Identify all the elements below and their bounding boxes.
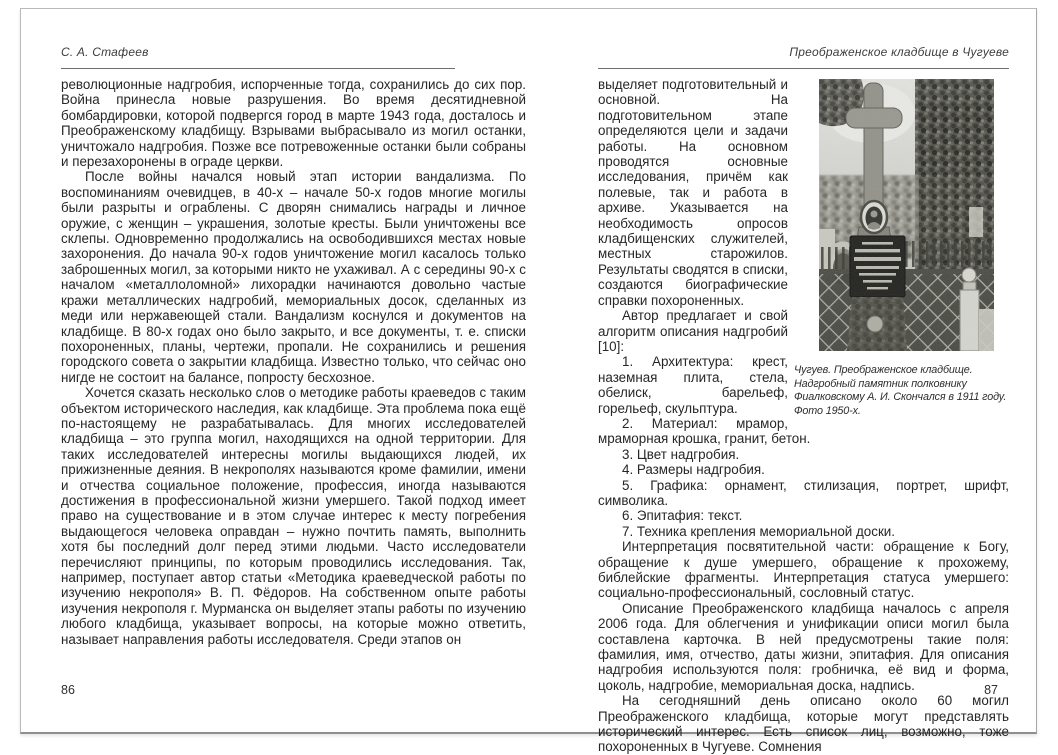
list-item: 6. Эпитафия: текст. bbox=[622, 508, 743, 524]
paragraph: Интерпретация посвятительной части: обращение к Богу, обращение к душе умершего, обращение к прохожему, библейские фрагменты. Интерпретация статуса умершего: социально-профессиональный, сословный статус. bbox=[598, 539, 1009, 601]
list-item: 2. Материал: мрамор, мраморная крошка, гранит, бетон. bbox=[598, 415, 811, 447]
list-item: 1. Архитектура: крест, наземная плита, стела, обелиск, барельеф, горельеф, скульптура. bbox=[598, 354, 788, 416]
caption-line: Чугуев. Преображенское кладбище. bbox=[794, 364, 973, 376]
caption-line: Фиалковскому А. И. Скончался в 1911 году. bbox=[794, 391, 1007, 404]
caption-line: Фото 1950-х. bbox=[794, 404, 861, 417]
paragraph: Автор предлагает и свой алгоритм описания надгробий [10]: bbox=[598, 308, 788, 354]
running-head-chapter: Преображенское кладбище в Чугуеве bbox=[789, 45, 1009, 59]
paragraph: Описание Преображенского кладбища началось с апреля 2006 года. Для облегчения и унификации описи могил была составлена карточка. В ней предусмотрены такие поля: фамилия, имя, отчество, даты жизни, эпитафия. Для описания надгробия используются поля: гробничка, её вид и форма, цоколь, надгробие, мемориальная доска, надпись. bbox=[598, 600, 1009, 693]
right-page-body bbox=[598, 77, 1009, 755]
paragraph: революционные надгробия, испорченные тогда, сохранились до сих пор. Война принесла новые разрушения. Во время десятидневной бомбардировки, которой подвергся город в марте 1943 года, досталось и Преображенскому кладбищу. Взрывами выбрасывало из могил останки, уничтожало надгробия. Позже все потревоженные останки были собраны и перезахоронены в ограде церкви. bbox=[61, 77, 526, 170]
list-item: 4. Размеры надгробия. bbox=[622, 462, 765, 478]
paragraph: После войны начался новый этап истории вандализма. По воспоминаниям очевидцев, в 40-х – начале 50-х годов многие могилы были разрыты и ограблены. С дворян снимались награды и личное оружие, с женщин – украшения, золотые кресты. Были уничтожены все склепы. Одновременно продолжались на освободившихся местах новые захоронения. До начала 90-х годов уничтожение могил касалось только заброшенных могил, за которыми никто не ухаживал. А с середины 90-х с началом «металлоломной» лихорадки начинаются довольно частые кражи металлических надгробий, мемориальных досок, сделанных из меди или нержавеющей стали. Вандализм коснулся и документов на кладбище. В 80-х годах оно было закрыто, и все документы, т. е. списки похороненных, планы, чертежи, пропали. Не сохранились и решения городского совета о закрытии кладбища. Известно только, что сейчас оно нигде не состоит на балансе, попросту бесхозное. bbox=[61, 169, 526, 385]
page-number-left: 86 bbox=[61, 683, 75, 697]
book-spread bbox=[20, 8, 1037, 755]
left-page bbox=[61, 45, 526, 647]
paragraph: На сегодняшний день описано около 60 могил Преображенского кладбища, которые могут представлять исторический интерес. Есть список лиц, возможно, тоже похороненных в Чугуеве. Сомнения bbox=[598, 693, 1009, 755]
cemetery-photo bbox=[819, 79, 994, 351]
photo-grain bbox=[819, 79, 994, 351]
left-page-body bbox=[61, 77, 526, 647]
photo-caption bbox=[794, 364, 1009, 418]
caption-line: Надгробный памятник полковнику bbox=[794, 377, 967, 390]
paragraph: выделяет подготовительный и основной. На подготовительном этапе определяются цели и задачи работы. На основном проводятся основные исследования, причём как полевые, так и работа в архиве. Указывается на необходимость опросов кладбищенских служителей, местных старожилов. Результаты сводятся в списки, создаются биографические справки похороненных. bbox=[598, 77, 788, 308]
right-page bbox=[598, 45, 1009, 755]
header-rule-right bbox=[598, 68, 1009, 69]
page-number-right: 87 bbox=[984, 683, 998, 697]
list-item: 5. Графика: орнамент, стилизация, портрет, шрифт, символика. bbox=[598, 477, 1009, 508]
list-item: 3. Цвет надгробия. bbox=[622, 446, 740, 462]
list-item: 7. Техника крепления мемориальной доски. bbox=[622, 523, 895, 539]
paragraph: Хочется сказать несколько слов о методике работы краеведов с таким объектом исторического наследия, как кладбище. Эта проблема пока ещё по-настоящему не разрабатывалась. Для многих исследователей кладбища – это группа могил, находящихся на одной территории. Для таких исследователей интересны могилы выдающихся людей, их прижизненные деяния. В некрополях называются кроме фамилии, имени и отчества социальное положение, профессия, иногда называются достижения в профессиональной жизни умершего. Такой подход имеет право на существование и в этом случае интерес к месту погребения выдающегося человека оправдан – нужно почтить память, выполнить хотя бы последний долг перед этими людьми. Часто исследователи перечисляют принципы, по которым проводились исследования. Так, например, поступает автор статьи «Методика краеведческой работы по изучению некрополя» В. П. Фёдоров. На собственном опыте работы изучения некрополя г. Мурманска он выделяет этапы работы по изучению любого кладбища, указывает вопросы, на которые можно ответить, называет направления работы исследователя. Среди этапов он bbox=[61, 385, 526, 647]
header-rule-left bbox=[61, 68, 455, 69]
running-head-author: С. А. Стафеев bbox=[61, 45, 149, 59]
monument-photo-figure bbox=[794, 79, 1009, 418]
